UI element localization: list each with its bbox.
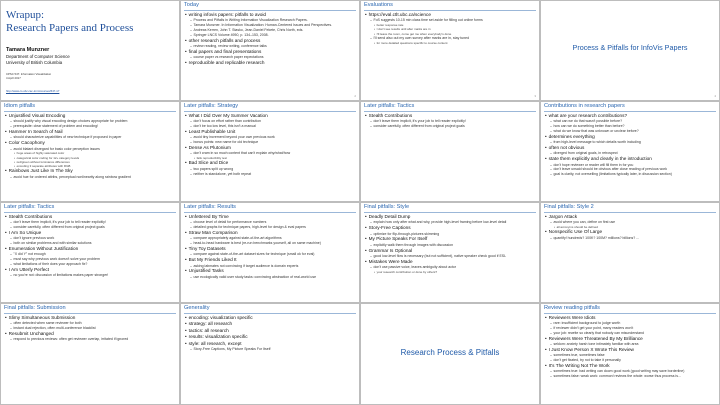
bullet-item: • Stealth Contributions bbox=[5, 214, 176, 220]
sub-bullet-item: – diverged from original goals, in retrospect bbox=[545, 151, 716, 156]
bullet-item: • Reviewers Were Idiots bbox=[545, 315, 716, 321]
sub-sub-bullet-item: • your research contribution or done by others? bbox=[365, 270, 536, 274]
sub-bullet-item: – don't get fixated, try not to take it personally bbox=[545, 358, 716, 363]
sub-bullet-item: – bonus points: new name for old technique bbox=[185, 140, 356, 145]
slide-title: Final pitfalls: Style bbox=[364, 204, 410, 210]
sub-bullet-item: – don't focus on effort rather than contribution bbox=[185, 119, 356, 124]
sub-bullet-item: – compare against state-of-the-art dataset sizes for technique (small ok for eval) bbox=[185, 252, 356, 257]
bullet-item: • Reviewers Were Threatened By My Brilliance bbox=[545, 336, 716, 342]
slide-5[interactable] bbox=[1, 102, 179, 201]
bullet-item: • https://eval.ctlt.ubc.ca/science bbox=[365, 12, 536, 18]
sub-bullet-item: – consider carefully, often different from original project goals bbox=[5, 225, 176, 230]
slide-13[interactable] bbox=[1, 304, 179, 404]
bullet-item: • My Picture Speaks For Itself bbox=[365, 236, 536, 242]
date: 4 April 2017 bbox=[6, 76, 21, 80]
sub-bullet-item: – sometimes false: weak work: common! reviews the whole: worse thus process is... bbox=[545, 374, 716, 379]
title-rule bbox=[544, 111, 716, 112]
title-rule bbox=[4, 313, 176, 314]
slide-body bbox=[365, 113, 536, 129]
bullet-item: • often not obvious bbox=[545, 145, 716, 151]
sub-bullet-item: – don't leave them implicit, it's your job to tell reader explicitly! bbox=[5, 220, 176, 225]
sub-bullet-item: – explain how only after what and why, provide high-level framing before low-level detail bbox=[365, 220, 536, 225]
sub-bullet-item: – what can we do that wasn't possible before? bbox=[545, 119, 716, 124]
slide-body bbox=[365, 12, 536, 45]
slide-body bbox=[545, 113, 716, 177]
sub-bullet-item: – head-to-head hardware is best (re-run benchmarks yourself, all on same machine) bbox=[185, 241, 356, 246]
slide-3[interactable] bbox=[361, 1, 539, 100]
bullet-item: • writing infovis papers: pitfalls to avoid bbox=[185, 12, 356, 18]
slide-title: Review reading pitfalls bbox=[544, 305, 600, 311]
title-rule bbox=[364, 212, 536, 213]
slide-15[interactable] bbox=[361, 304, 539, 404]
sub-bullet-item: – course paper vs research paper expectations bbox=[185, 55, 356, 60]
slide-body bbox=[5, 214, 176, 278]
sub-bullet-item: – often detected when same reviewer for both bbox=[5, 321, 176, 326]
bullet-item: • determines everything bbox=[545, 134, 716, 140]
sub-bullet-item: – instant dual rejection, often multi-conference blacklist bbox=[5, 326, 176, 331]
sub-bullet-item: – don't leave unsaid should be obvious after close reading of previous work bbox=[545, 167, 716, 172]
bullet-item: • final papers and final presentations bbox=[185, 49, 356, 55]
sub-bullet-item: – sometimes true: bad writing can doom good work (good writing may save borderline) bbox=[545, 369, 716, 374]
bullet-item: • I Am Utterly Perfect bbox=[5, 267, 176, 273]
bullet-item: • Color Cacophony bbox=[5, 140, 176, 146]
slide-body bbox=[5, 113, 176, 179]
slide-title: Today bbox=[184, 2, 199, 8]
slide-body bbox=[185, 12, 356, 66]
bullet-item: • Deadly Detail Dump bbox=[365, 214, 536, 220]
bullet-item: • encoding: visualization specific bbox=[185, 315, 356, 321]
slide-title: Later pitfalls: Tactics bbox=[364, 103, 415, 109]
title-line-1: Wrapup: bbox=[6, 9, 45, 21]
course-url[interactable]: http://www.cs.ubc.ca/~tmm/courses/547-17 bbox=[6, 89, 60, 93]
title-rule bbox=[184, 313, 356, 314]
sub-bullet-item: – use ecologically valid user study tasks: convincing abstraction of real-world use bbox=[185, 275, 356, 280]
sub-bullet-item: – avoid hue for ordered attribs, perceptual nonlinearity along rainbow gradient bbox=[5, 175, 176, 180]
sub-bullet-item: – neither is standalone, yet both repeat bbox=[185, 172, 356, 177]
course-name: CPSC 547: Information Visualization bbox=[6, 72, 52, 76]
title-rule bbox=[4, 111, 176, 112]
sub-bullet-item: – no you're not: discussion of limitations makes paper stronger! bbox=[5, 273, 176, 278]
sub-bullet-item: – asking labmates not convincing if target audience is domain experts bbox=[185, 264, 356, 269]
slide-body bbox=[545, 214, 716, 241]
title-rule bbox=[544, 212, 716, 213]
author-name: Tamara Munzner bbox=[6, 47, 50, 53]
title-rule bbox=[184, 10, 356, 11]
bullet-item: • What I Did Over My Summer Vacation bbox=[185, 113, 356, 119]
title-rule bbox=[364, 111, 536, 112]
bullet-item: • Resubmit Unchanged bbox=[5, 331, 176, 337]
title-rule bbox=[544, 313, 716, 314]
slide-title: Later pitfalls: Results bbox=[184, 204, 236, 210]
bullet-item: • Dense As Plutonium bbox=[185, 145, 356, 151]
sub-sub-bullet-item: • better response rate bbox=[365, 23, 536, 27]
slide-body bbox=[5, 315, 176, 342]
slide-title: Generality bbox=[184, 305, 210, 311]
sub-bullet-item: – both on similar problems and with similar solutions bbox=[5, 241, 176, 246]
slide-body bbox=[185, 113, 356, 176]
sub-bullet-item: – FoS suggests 10-15 min class time set aside for filling out online forms bbox=[365, 18, 536, 23]
bullet-item: • Story-Free Captions bbox=[365, 225, 536, 231]
slide-9[interactable] bbox=[1, 203, 179, 302]
sub-bullet-item: – "X did Y" not enough bbox=[5, 252, 176, 257]
sub-bullet-item: – if reviewer didn't get your point, many readers won't bbox=[545, 326, 716, 331]
slide-14[interactable] bbox=[181, 304, 359, 404]
sub-bullet-item: – Springer LNCS Volume 4950, p. 134–153, 2008. bbox=[185, 33, 356, 38]
bullet-item: • Unfettered By Time bbox=[185, 214, 356, 220]
bullet-item: • other research pitfalls and process bbox=[185, 38, 356, 44]
bullet-item: • Unjustified Tasks bbox=[185, 268, 356, 274]
sub-bullet-item: – prerequisite: clear statement of problem and encoding! bbox=[5, 124, 176, 129]
slide-title: Idiom pitfalls bbox=[4, 103, 36, 109]
sub-bullet-item: – avoid where you can, define on first use bbox=[545, 220, 716, 225]
bullet-item: • style: all research, except bbox=[185, 341, 356, 347]
slide-body bbox=[185, 214, 356, 280]
title-rule bbox=[4, 212, 176, 213]
slide-number: 3 bbox=[534, 94, 536, 98]
bullet-item: • I Just Know Person X Wrote This Review bbox=[545, 347, 716, 353]
slide-title: Evaluations bbox=[364, 2, 393, 8]
bullet-item: • Slimy Simultaneous Submission bbox=[5, 315, 176, 321]
sub-bullet-item: – detailed graphs for technique papers, high-level for design & eval papers bbox=[185, 225, 356, 230]
bullet-item: • Mistakes Were Made bbox=[365, 259, 536, 265]
sub-bullet-item: – two papers split up wrong bbox=[185, 167, 356, 172]
sub-bullet-item: – your job: rewrite so clearly that nobody can misunderstand bbox=[545, 331, 716, 336]
slide-title bbox=[6, 9, 133, 35]
slide-2[interactable] bbox=[181, 1, 359, 100]
sub-bullet-item: – Process and Pitfalls in Writing Information Visualization Research Papers. bbox=[185, 18, 356, 23]
university: University of British Columbia bbox=[6, 60, 63, 65]
sub-bullet-item: – choose level of detail for performance numbers bbox=[185, 220, 356, 225]
title-rule bbox=[184, 212, 356, 213]
sub-bullet-item: – respond to previous reviews: often get reviewer overlap, irritated if ignored bbox=[5, 337, 176, 342]
sub-sub-bullet-item: • huge areas of highly saturated color bbox=[5, 151, 176, 155]
bullet-item: • strategy: all research bbox=[185, 321, 356, 327]
sub-bullet-item: – should justify why visual encoding design choices appropriate for problem bbox=[5, 119, 176, 124]
slide-title: Final pitfalls: Style 2 bbox=[544, 204, 594, 210]
department: Department of Computer Science bbox=[6, 54, 70, 59]
sub-sub-bullet-item: • for more detailed questions specific to course content bbox=[365, 41, 536, 45]
sub-sub-bullet-item: • categorical color coding for 12+ category levels bbox=[5, 156, 176, 160]
slide-number: 2 bbox=[354, 94, 356, 98]
section-title: Research Process & Pitfalls bbox=[400, 348, 500, 357]
bullet-item: • It's The Writing Not The Work bbox=[545, 363, 716, 369]
bullet-item: • Tiny Toy Datasets bbox=[185, 246, 356, 252]
bullet-item: • Grammar Is Optional bbox=[365, 248, 536, 254]
slide-number: 4 bbox=[714, 94, 716, 98]
bullet-item: • reproducible and replicable research bbox=[185, 60, 356, 66]
bullet-item: • state them explicitly and clearly in the introduction bbox=[545, 156, 716, 162]
sub-sub-bullet-item: • fails reproducibility test bbox=[185, 156, 356, 160]
bullet-item: • Unjustified Visual Encoding bbox=[5, 113, 176, 119]
title-rule bbox=[364, 10, 536, 11]
sub-bullet-item: – avoid blatant disregard for basic color perception issues bbox=[5, 147, 176, 152]
bullet-item: • Enumeration Without Justification bbox=[5, 246, 176, 252]
sub-bullet-item: – goal is clarity, not overselling (limitations typically later, in discussion section) bbox=[545, 172, 716, 177]
slide-10[interactable] bbox=[181, 203, 359, 302]
slide-body bbox=[545, 315, 716, 379]
bullet-item: • Rainbows Just Like In The Sky bbox=[5, 168, 176, 174]
sub-bullet-item: – sometimes true, sometimes false bbox=[545, 353, 716, 358]
slide-11[interactable] bbox=[361, 203, 539, 302]
bullet-item: • results: visualization specific bbox=[185, 334, 356, 340]
bullet-item: • Hammer In Search of Nail bbox=[5, 129, 176, 135]
slide-title: Later pitfalls: Tactics bbox=[4, 204, 55, 210]
bullet-item: • Stealth Contributions bbox=[365, 113, 536, 119]
sub-bullet-item: – optimize for flip-through-pictures skimming bbox=[365, 232, 536, 237]
slide-7[interactable] bbox=[361, 102, 539, 201]
slide-title: Contributions in research papers bbox=[544, 103, 625, 109]
slide-body bbox=[365, 214, 536, 274]
slide-title: Later pitfalls: Strategy bbox=[184, 103, 239, 109]
bullet-item: • But My Friends Liked It bbox=[185, 257, 356, 263]
bullet-item: • Nonspecific Use Of Large bbox=[545, 229, 716, 235]
sub-bullet-item: – how can we do something better than before? bbox=[545, 124, 716, 129]
sub-bullet-item: – don't leave them implicit, it's your job to tell reader explicitly! bbox=[365, 119, 536, 124]
sub-bullet-item: – don't hope reviewer or reader will fill them in for you bbox=[545, 163, 716, 168]
bullet-item: • Bad Slice and Dice bbox=[185, 160, 356, 166]
bullet-item: • Jargon Attack bbox=[545, 214, 716, 220]
sub-bullet-item: – avoid tiny increment beyond your own previous work bbox=[185, 135, 356, 140]
bullet-item: • what are your research contributions? bbox=[545, 113, 716, 119]
title-rule bbox=[184, 111, 356, 112]
slide-8[interactable] bbox=[541, 102, 719, 201]
section-title: Process & Pitfalls for InfoVis Papers bbox=[572, 43, 688, 52]
sub-bullet-item: – rare: insufficient background to judge worth bbox=[545, 321, 716, 326]
sub-bullet-item: – good low-level flow is necessary (but not sufficient), native speaker check good if ESL bbox=[365, 254, 536, 259]
slide-4[interactable] bbox=[541, 1, 719, 100]
sub-bullet-item: – compare appropriately against state-of-the-art algorithms bbox=[185, 236, 356, 241]
bullet-item: • Least Publishable Unit bbox=[185, 129, 356, 135]
sub-bullet-item: – don't use passive voice, leaves ambiguity about actor bbox=[365, 265, 536, 270]
sub-bullet-item: – should characterize capabilities of new technique if proposed in paper bbox=[5, 135, 176, 140]
sub-bullet-item: – Story-Free Captions, My Picture Speaks For Itself bbox=[185, 347, 356, 352]
sub-bullet-item: – I'll send also out my own survey after marks are in, stay tuned bbox=[365, 36, 536, 41]
title-line-2: Research Papers and Process bbox=[6, 22, 134, 34]
sub-sub-bullet-item: • all acronyms should be defined bbox=[545, 225, 716, 229]
sub-bullet-item: – quantify! hundreds? 100K? 100M? millions? billions? ... bbox=[545, 236, 716, 241]
bullet-item: • Straw Man Comparison bbox=[185, 230, 356, 236]
sub-bullet-item: – what limitations of their does your approach fix? bbox=[5, 262, 176, 267]
sub-bullet-item: – what do we know that was unknown or unclear before? bbox=[545, 129, 716, 134]
sub-bullet-item: – don't be too low level, this isn't a manual bbox=[185, 124, 356, 129]
slide-1[interactable] bbox=[1, 1, 179, 100]
slide-body bbox=[185, 315, 356, 352]
sub-bullet-item: – review reading, review writing, conference talks bbox=[185, 44, 356, 49]
sub-sub-bullet-item: • red/green without luminance differences bbox=[5, 160, 176, 164]
sub-bullet-item: – seldom: anxiety harsh tone intimately familiar with area bbox=[545, 342, 716, 347]
sub-bullet-item: – don't ignore previous work bbox=[5, 236, 176, 241]
bullet-item: • I Am So Unique bbox=[5, 230, 176, 236]
slide-title: Final pitfalls: Submission bbox=[4, 305, 66, 311]
sub-bullet-item: – Tamara Munzner. In Information Visualization: Human-Centered Issues and Perspectives. bbox=[185, 23, 356, 28]
sub-sub-bullet-item: • encoding 3 separate attributes with RGB bbox=[5, 164, 176, 168]
slide-12[interactable] bbox=[541, 203, 719, 302]
sub-bullet-item: – must say why previous work doesn't solve your problem bbox=[5, 257, 176, 262]
sub-bullet-item: – from high-level message to which details worth including bbox=[545, 140, 716, 145]
slide-16[interactable] bbox=[541, 304, 719, 404]
sub-bullet-item: – consider carefully, often different from original project goals bbox=[365, 124, 536, 129]
sub-sub-bullet-item: • I don't see results until after marks are in bbox=[365, 27, 536, 31]
sub-sub-bullet-item: • I'll leave the room, come get me when everybody's done bbox=[365, 32, 536, 36]
sub-bullet-item: – don't cram in so much content that can't explain why/what/how bbox=[185, 151, 356, 156]
sub-bullet-item: – Andreas Kerren, John T. Stasko, Jean-Daniel Fekete, Chris North, eds. bbox=[185, 28, 356, 33]
bullet-item: • tactics: all research bbox=[185, 328, 356, 334]
slide-6[interactable] bbox=[181, 102, 359, 201]
sub-bullet-item: – explicitly walk them through images with discussion bbox=[365, 243, 536, 248]
